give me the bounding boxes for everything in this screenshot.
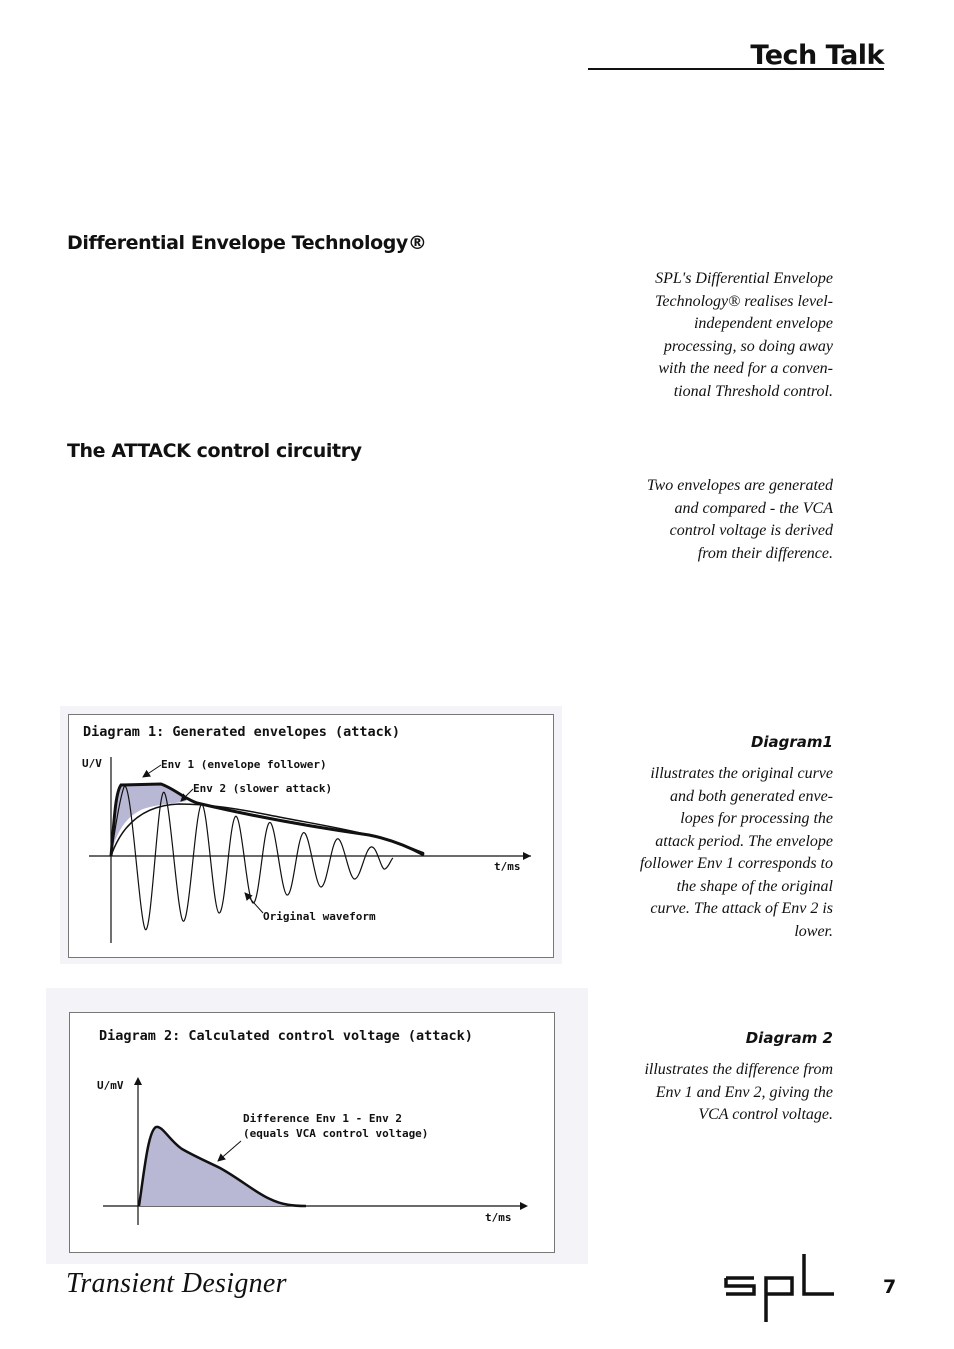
caption-line: follower Env 1 corresponds to <box>639 855 833 872</box>
spl-logo-s <box>726 1278 754 1294</box>
page-header-title: Tech Talk <box>750 40 884 71</box>
diagram2-x-axis-label: t/ms <box>485 1211 512 1224</box>
diagram2-caption <box>613 1059 833 1127</box>
diagram1-original-waveform <box>111 786 393 929</box>
diagram2-frame <box>69 1012 555 1253</box>
caption-line: lopes for processing the <box>680 810 833 827</box>
diagram1-caption <box>613 763 833 943</box>
diagram1-pointer-waveform <box>245 893 263 913</box>
side-line: processing, so doing away <box>663 337 833 355</box>
caption-line: the shape of the original <box>676 877 833 895</box>
side-line: independent envelope <box>693 315 833 332</box>
side-note-attack <box>613 475 833 565</box>
diagram2-label-diff-1: Difference Env 1 - Env 2 <box>243 1112 402 1125</box>
diagram2-y-arrow <box>134 1077 142 1085</box>
side-line: control voltage is derived <box>669 522 833 539</box>
spl-logo-icon <box>724 1252 836 1324</box>
caption-line: VCA control voltage. <box>698 1106 833 1123</box>
diagram1-label-waveform: Original waveform <box>263 910 376 923</box>
side-line: from their difference. <box>697 544 833 562</box>
diagram1-y-axis-label: U/V <box>82 757 102 770</box>
side-line: tional Threshold control. <box>673 382 833 400</box>
diagram2-figure <box>70 1013 554 1252</box>
diagram2-title: Diagram 2: Calculated control voltage (attack) <box>99 1028 473 1044</box>
diagram1-difference-area <box>111 784 187 856</box>
side-note-det <box>613 268 833 403</box>
section-heading-attack: The ATTACK control circuitry <box>67 440 362 462</box>
diagram2-label-diff-2: (equals VCA control voltage) <box>243 1127 429 1140</box>
diagram1-figure <box>69 715 553 957</box>
diagram1-frame <box>68 714 554 958</box>
diagram1-title: Diagram 1: Generated envelopes (attack) <box>83 724 400 740</box>
caption-line: illustrates the difference from <box>644 1061 833 1078</box>
side-line: SPL's Differential Envelope <box>655 270 833 287</box>
footer-product-name: Transient Designer <box>66 1268 287 1299</box>
diagram1-pointer-env1 <box>143 765 161 777</box>
diagram2-y-axis-label: U/mV <box>97 1079 124 1092</box>
page-number: 7 <box>883 1276 897 1298</box>
caption-line: lower. <box>794 922 833 940</box>
diagram1-x-arrow <box>523 852 531 860</box>
side-line: Technology® realises level- <box>654 292 833 310</box>
caption-line: illustrates the original curve <box>650 765 833 782</box>
diagram2-pointer-diff <box>218 1141 241 1161</box>
side-line: and compared - the VCA <box>674 499 833 517</box>
spl-logo-p <box>766 1278 792 1322</box>
diagram2-x-arrow <box>520 1202 528 1210</box>
diagram1-caption-title: Diagram1 <box>750 733 833 751</box>
section-heading-det: Differential Envelope Technology® <box>67 232 427 254</box>
caption-line: attack period. The envelope <box>655 832 833 850</box>
side-line: with the need for a conven- <box>658 360 833 377</box>
caption-line: Env 1 and Env 2, giving the <box>655 1083 833 1101</box>
caption-line: curve. The attack of Env 2 is <box>650 900 833 917</box>
spl-logo-l <box>804 1254 834 1294</box>
caption-line: and both generated enve- <box>669 787 833 805</box>
diagram2-caption-title: Diagram 2 <box>745 1029 833 1047</box>
diagram1-label-env2: Env 2 (slower attack) <box>193 782 333 795</box>
side-line: Two envelopes are generated <box>646 477 833 494</box>
diagram1-label-env1: Env 1 (envelope follower) <box>161 758 327 771</box>
diagram1-x-axis-label: t/ms <box>494 860 521 873</box>
